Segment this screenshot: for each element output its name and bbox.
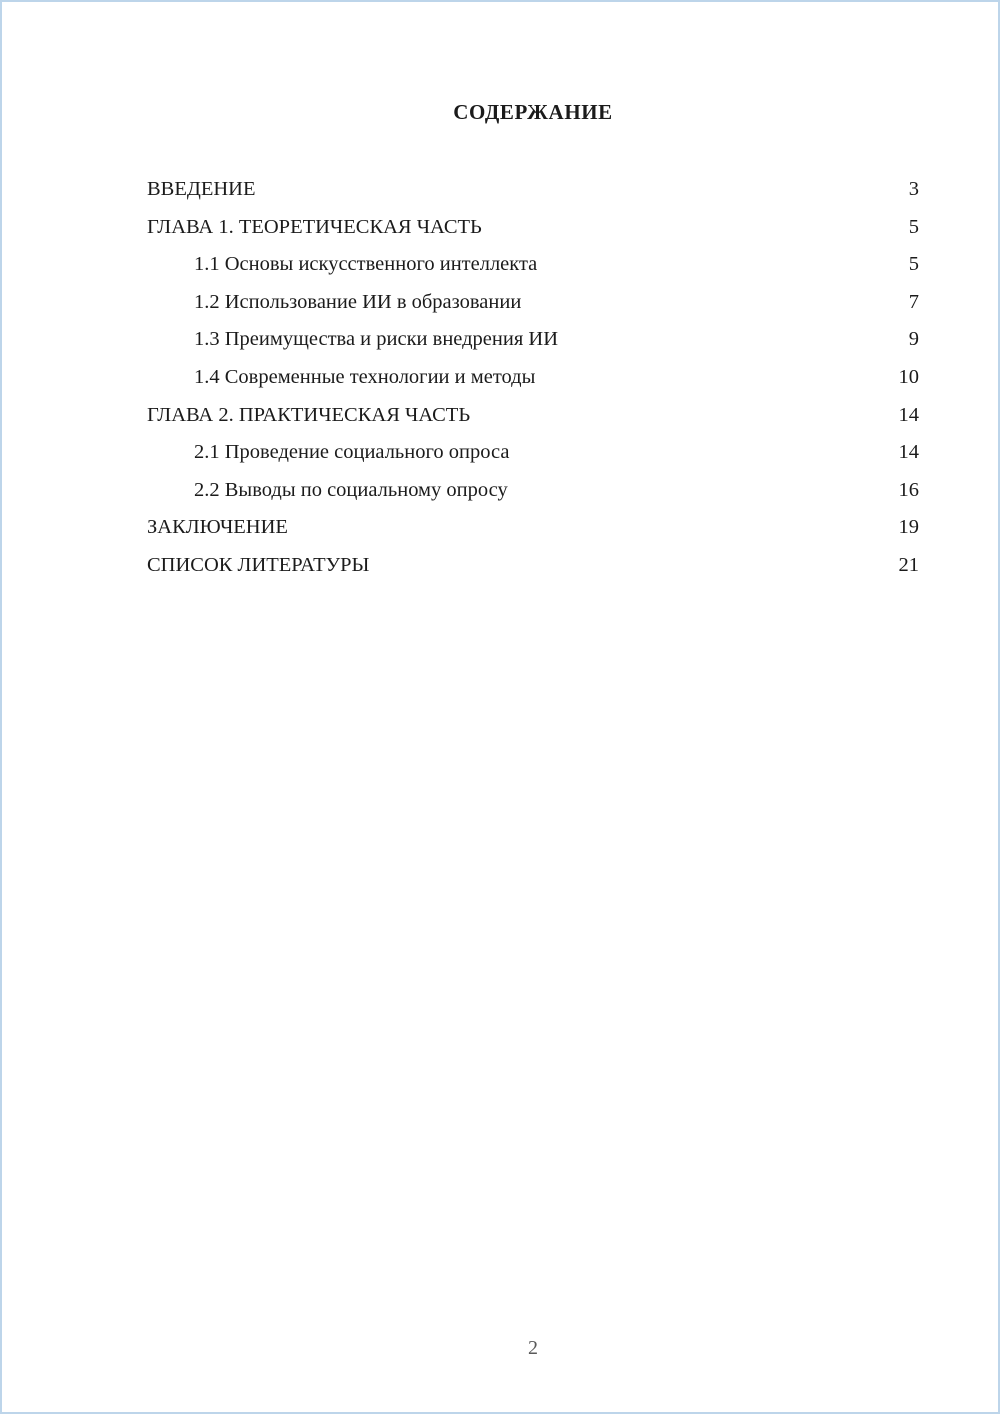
- toc-entry-page-number: 9: [908, 328, 919, 351]
- toc-entry-label: 1.3 Преимущества и риски внедрения ИИ: [194, 328, 559, 351]
- toc-entry: [147, 321, 919, 359]
- toc-entry: [147, 509, 919, 547]
- toc-entry: [147, 209, 919, 247]
- toc-entry-label: ВВЕДЕНИЕ: [147, 178, 256, 200]
- toc-entry-label: 1.4 Современные технологии и методы: [194, 365, 536, 388]
- toc-entry-page-number: 14: [898, 441, 919, 464]
- toc-entry: [147, 397, 919, 435]
- toc-entry-page-number: 21: [898, 553, 919, 576]
- toc-entry-page-number: 10: [898, 365, 919, 388]
- toc-entry: [147, 171, 919, 209]
- toc-entry: [147, 246, 919, 284]
- page-content: [147, 99, 919, 585]
- toc-entry: [147, 472, 919, 510]
- toc-entry-label: 2.2 Выводы по социальному опросу: [194, 478, 508, 501]
- toc-entry: [147, 359, 919, 397]
- toc-entry-page-number: 3: [908, 178, 919, 200]
- toc-entry-page-number: 5: [908, 215, 919, 238]
- toc-entry-label: ГЛАВА 2. ПРАКТИЧЕСКАЯ ЧАСТЬ: [147, 403, 471, 426]
- toc-entry-label: 2.1 Проведение социального опроса: [194, 441, 510, 464]
- toc-entry-label: ЗАКЛЮЧЕНИЕ: [147, 516, 288, 539]
- footer-page-number: 2: [528, 1337, 538, 1359]
- toc-entry-page-number: 14: [898, 403, 919, 426]
- table-of-contents: [147, 171, 919, 585]
- toc-entry: [147, 284, 919, 322]
- toc-entry-page-number: 5: [908, 253, 919, 276]
- toc-entry-label: ГЛАВА 1. ТЕОРЕТИЧЕСКАЯ ЧАСТЬ: [147, 215, 482, 238]
- toc-entry-page-number: 19: [898, 516, 919, 539]
- toc-entry: [147, 434, 919, 472]
- toc-entry-label: 1.2 Использование ИИ в образовании: [194, 290, 522, 313]
- toc-entry-label: 1.1 Основы искусственного интеллекта: [194, 253, 538, 276]
- page-title: СОДЕРЖАНИЕ: [453, 100, 613, 124]
- toc-entry-label: СПИСОК ЛИТЕРАТУРЫ: [147, 553, 370, 576]
- toc-entry-page-number: 7: [908, 290, 919, 313]
- toc-entry: [147, 547, 919, 585]
- toc-entry-page-number: 16: [898, 478, 919, 501]
